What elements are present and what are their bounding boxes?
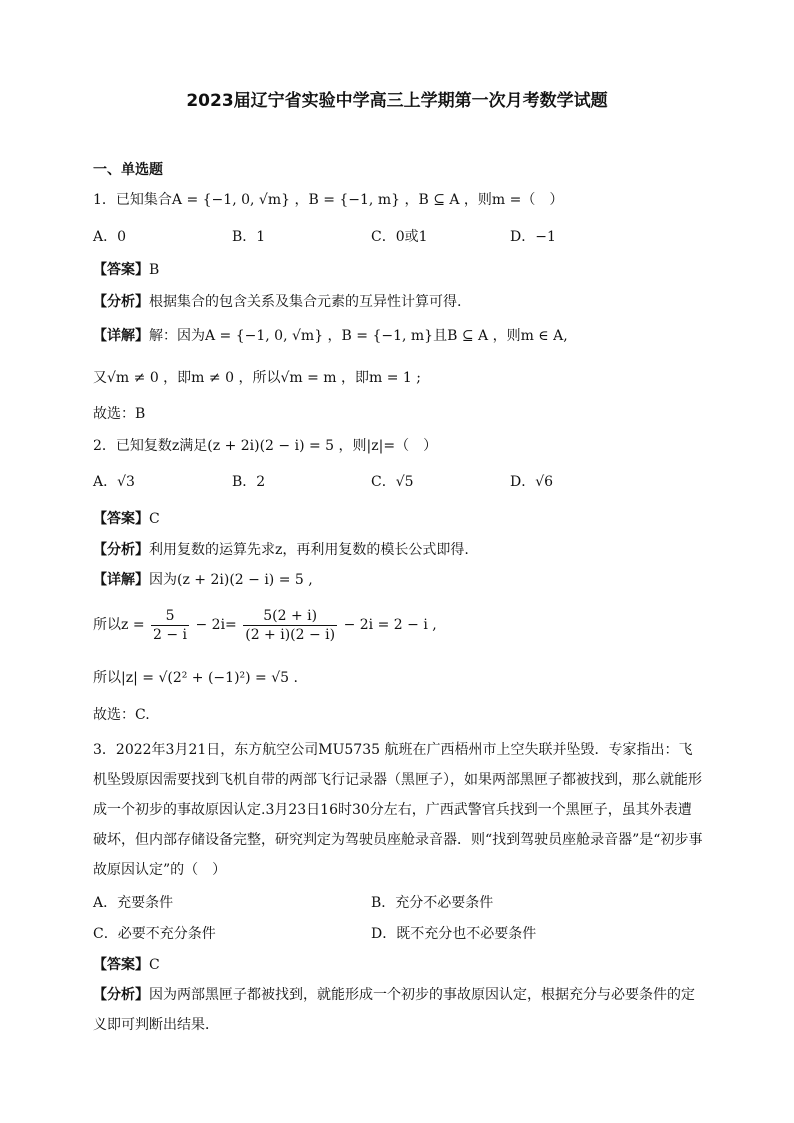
- answer-value: C: [149, 957, 160, 973]
- analysis-tag: 【分析】: [93, 987, 149, 1003]
- section-heading: 一、单选题: [93, 162, 163, 178]
- fraction-2: [243, 607, 337, 644]
- q2-option-d: D．√6: [510, 474, 554, 490]
- fraction-denominator: 2 − i: [153, 626, 188, 643]
- q3-option-b: B．充分不必要条件: [371, 895, 494, 911]
- q1-answer: [93, 260, 159, 280]
- fraction-numerator: 5(2 + i): [243, 607, 337, 626]
- q2-detail-3: 所以|z| = √(2² + (−1)²) = √5 .: [93, 670, 298, 686]
- q3-analysis: [93, 980, 703, 1040]
- analysis-text: 利用复数的运算先求z，再利用复数的模长公式即得.: [149, 542, 469, 558]
- q2-detail-1: [93, 570, 313, 590]
- q2-option-c: C．√5: [371, 474, 414, 490]
- answer-value: B: [149, 262, 160, 278]
- q1-choose: 故选：B: [93, 406, 146, 422]
- detail-prefix: 所以z =: [93, 617, 145, 633]
- q2-option-a: A．√3: [93, 474, 135, 490]
- q1-option-d: D．−1: [510, 229, 556, 245]
- detail-tag: 【详解】: [93, 572, 149, 588]
- q2-analysis: [93, 540, 469, 560]
- answer-tag: 【答案】: [93, 511, 149, 527]
- fraction-denominator: (2 + i)(2 − i): [245, 626, 336, 643]
- q3-option-c: C．必要不充分条件: [93, 926, 216, 942]
- detail-text: 解：因为A = {−1, 0, √m} ，B = {−1, m}且B ⊆ A ，则m ∈ A,: [149, 328, 568, 344]
- analysis-tag: 【分析】: [93, 294, 149, 310]
- q2-answer: [93, 509, 160, 529]
- fraction-numerator: 5: [151, 607, 189, 626]
- q1-option-b: B．1: [232, 229, 266, 245]
- q2-choose: 故选：C.: [93, 707, 150, 723]
- q2-stem: 2．已知复数z满足(z + 2i)(2 − i) = 5 ，则|z|=（ ）: [93, 438, 438, 454]
- q1-stem: 1．已知集合A = {−1, 0, √m} ，B = {−1, m} ，B ⊆ A ，则m =（ ）: [93, 192, 564, 208]
- q2-detail-2: [93, 605, 437, 645]
- q3-answer: [93, 955, 160, 975]
- answer-tag: 【答案】: [93, 957, 149, 973]
- q1-option-c: C．0或1: [371, 229, 428, 245]
- analysis-tag: 【分析】: [93, 542, 149, 558]
- detail-suffix: − 2i = 2 − i ,: [343, 617, 437, 633]
- page-title: 2023届辽宁省实验中学高三上学期第一次月考数学试题: [186, 91, 608, 111]
- answer-value: C: [149, 511, 160, 527]
- analysis-text: 根据集合的包含关系及集合元素的互异性计算可得.: [149, 294, 462, 310]
- analysis-text: 因为两部黑匣子都被找到，就能形成一个初步的事故原因认定，根据充分与必要条件的定义即可判断出结果．: [93, 987, 695, 1033]
- q1-detail-2: 又√m ≠ 0 ，即m ≠ 0 ，所以√m = m ，即m = 1 ;: [93, 370, 421, 386]
- answer-tag: 【答案】: [93, 262, 149, 278]
- detail-mid: − 2i=: [195, 617, 237, 633]
- detail-text: 因为(z + 2i)(2 − i) = 5 ,: [149, 572, 313, 588]
- fraction-1: [151, 607, 189, 644]
- q1-option-a: A．0: [93, 229, 127, 245]
- q2-option-b: B．2: [232, 474, 266, 490]
- q3-option-a: A．充要条件: [93, 895, 174, 911]
- detail-tag: 【详解】: [93, 328, 149, 344]
- q1-analysis: [93, 292, 461, 312]
- q3-option-d: D．既不充分也不必要条件: [371, 926, 537, 942]
- q3-stem: 3．2022年3月21日，东方航空公司MU5735 航班在广西梧州市上空失联并坠毁．专家指出：飞机坠毁原因需要找到飞机自带的两部飞行记录器（黑匣子），如果两部黑匣子都被找到，那么就能形成一个初步的事故原因认定.3月23日16时30分左右，广西武警官兵找到一个黑匣子，虽其外表遭破坏，但内部存储设备完整，研究判定为驾驶员座舱录音器．则“找到驾驶员座舱录音器”是“初步事故原因认定”的（ ）: [93, 742, 703, 878]
- q1-detail-1: [93, 326, 568, 346]
